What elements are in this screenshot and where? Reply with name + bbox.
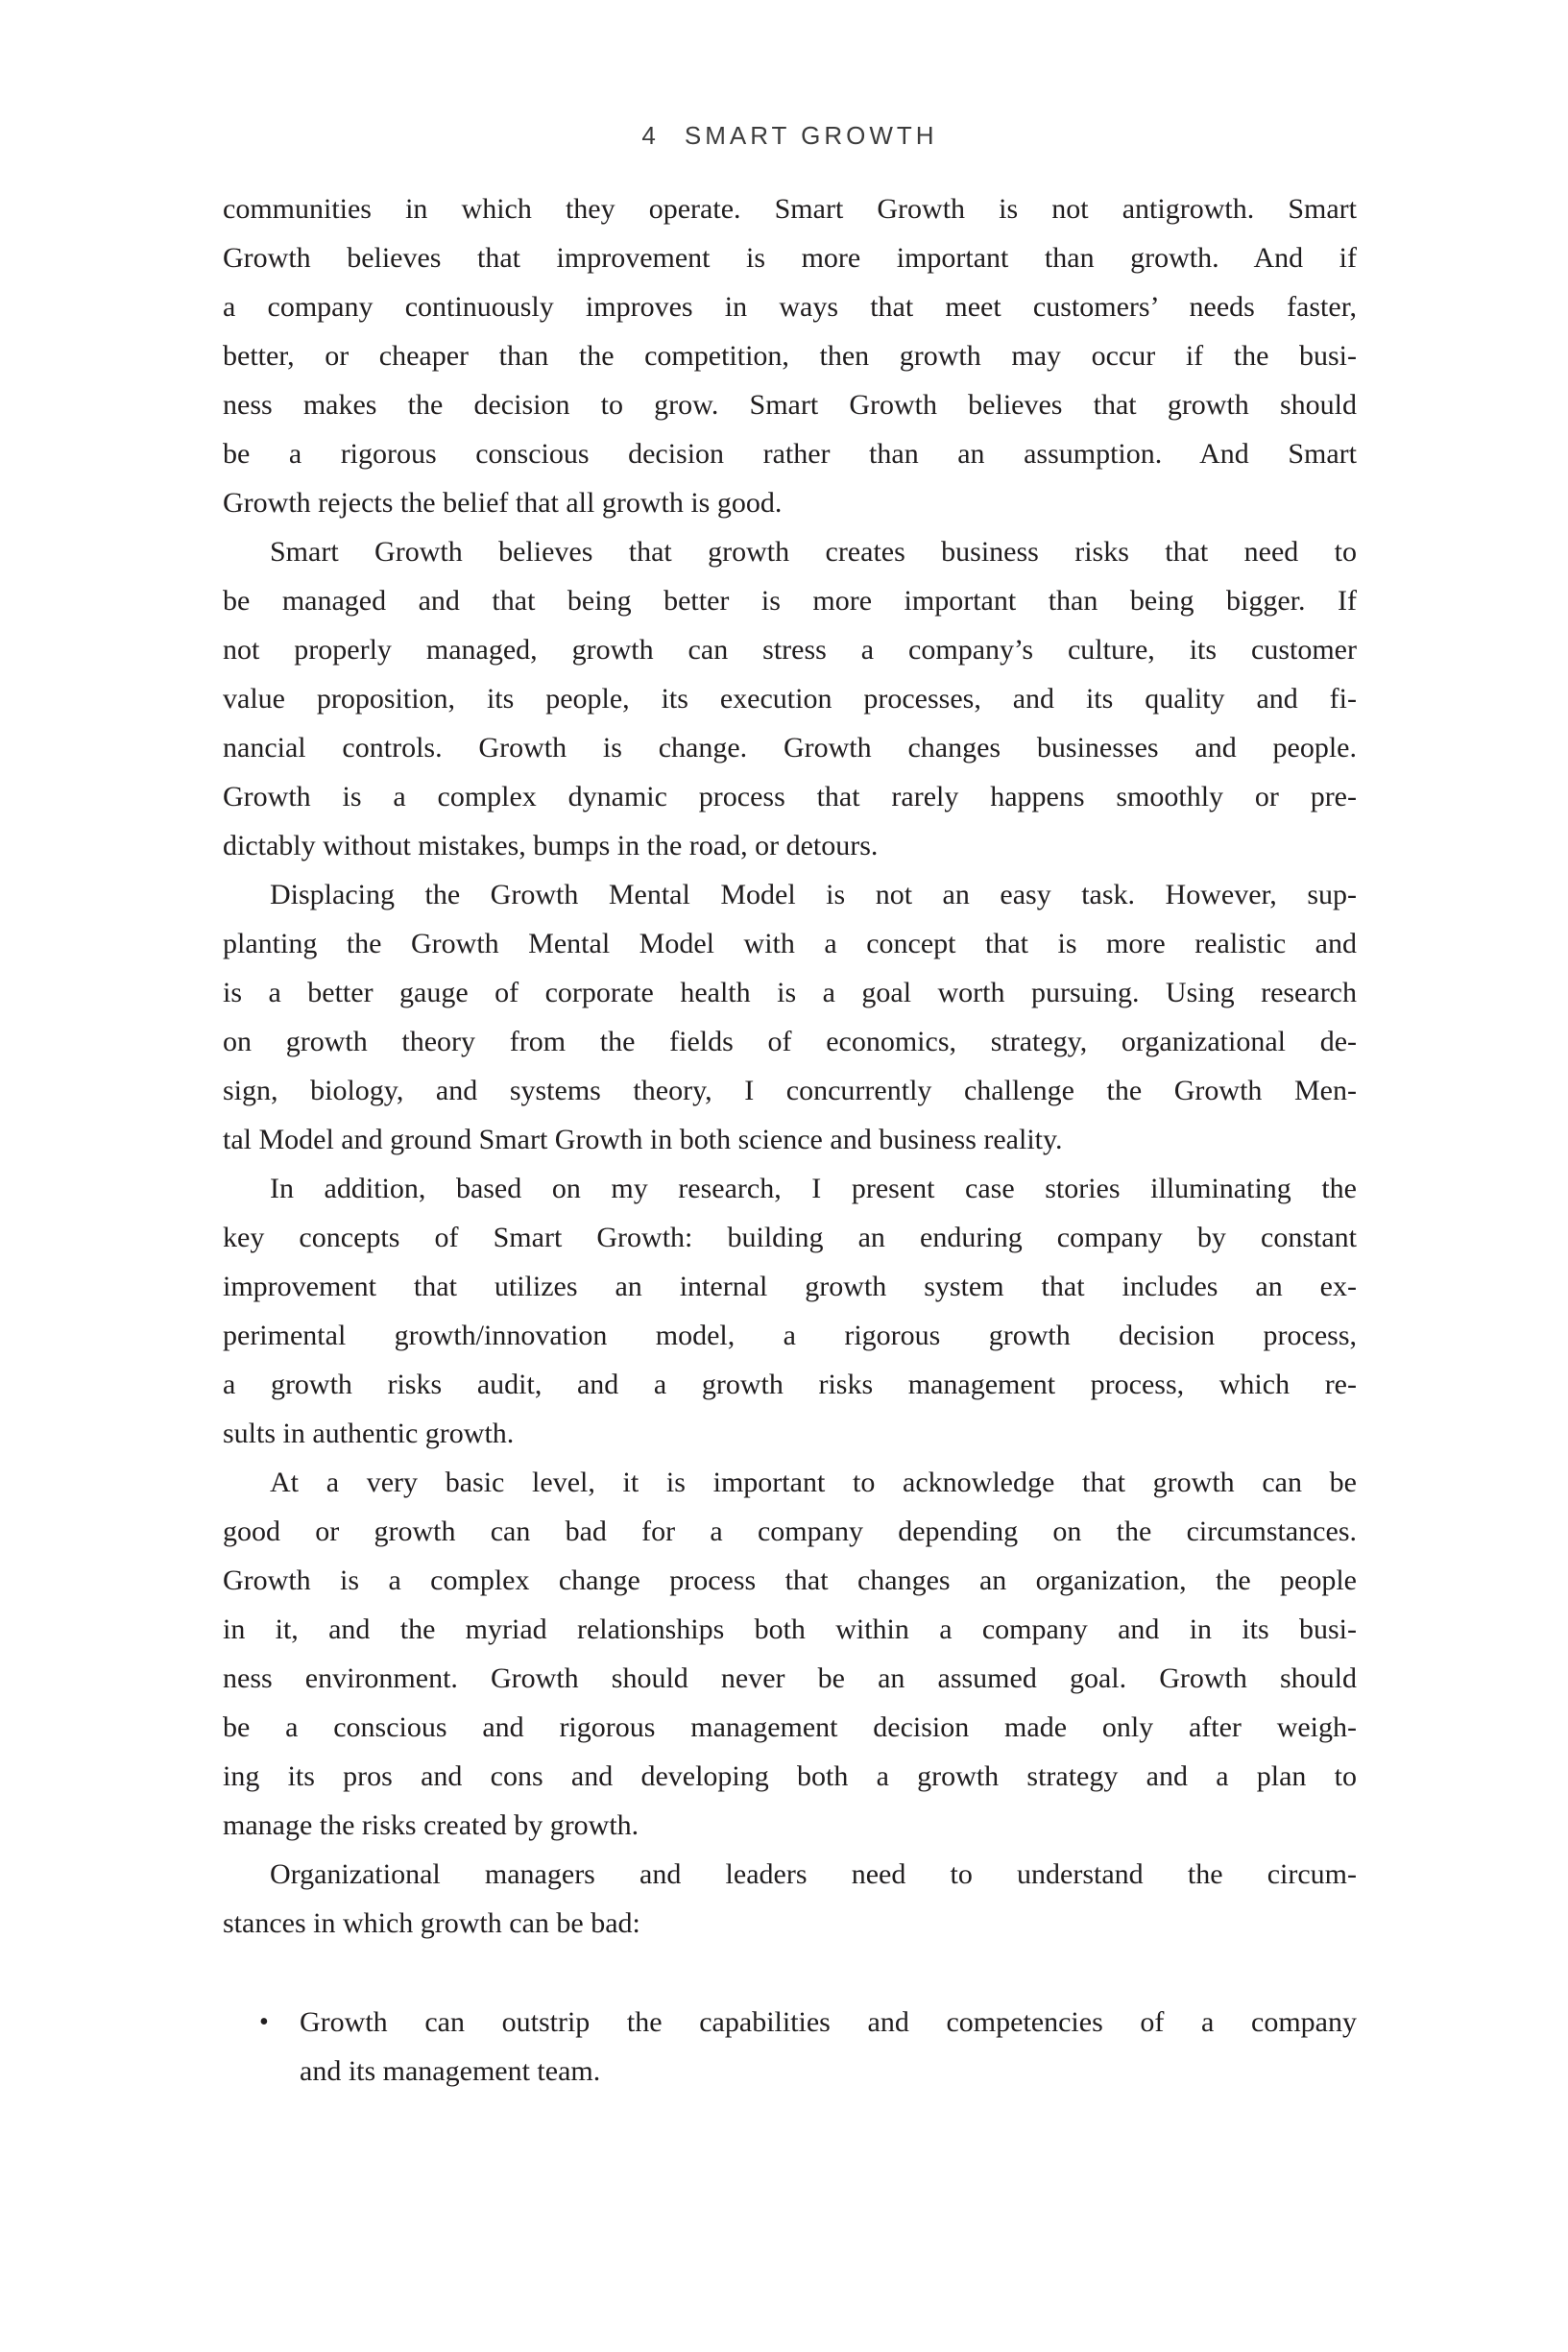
paragraph-line: not properly managed, growth can stress a company’s culture, its customer — [223, 634, 1357, 666]
paragraph-line: planting the Growth Mental Model with a concept that is more realistic and — [223, 928, 1357, 959]
bullet-line: and its management team. — [300, 2055, 601, 2087]
paragraph-line: Growth is a complex dynamic process that rarely happens smoothly or pre- — [223, 781, 1357, 812]
paragraph-line: tal Model and ground Smart Growth in both science and business reality. — [223, 1124, 1063, 1155]
paragraph-line: be a rigorous conscious decision rather than an assumption. And Smart — [223, 438, 1357, 470]
paragraph-line: a growth risks audit, and a growth risks management process, which re- — [223, 1369, 1357, 1400]
paragraph — [223, 1850, 1357, 1948]
bullet-line: Growth can outstrip the capabilities and competencies of a company — [300, 2006, 1357, 2038]
paragraph-line: ing its pros and cons and developing both a growth strategy and a plan to — [223, 1760, 1357, 1792]
paragraph-line: In addition, based on my research, I present case stories illuminating the — [270, 1173, 1357, 1204]
paragraph-line: Growth rejects the belief that all growth is good. — [223, 487, 783, 519]
paragraph-line: better, or cheaper than the competition, then growth may occur if the busi- — [223, 340, 1357, 372]
paragraph-line: in it, and the myriad relationships both within a company and in its busi- — [223, 1613, 1357, 1645]
paragraph — [223, 184, 1357, 527]
paragraph-line: improvement that utilizes an internal growth system that includes an ex- — [223, 1271, 1357, 1302]
page-number: 4 — [641, 121, 660, 150]
paragraph-line: manage the risks created by growth. — [223, 1809, 639, 1841]
paragraph-line: key concepts of Smart Growth: building an enduring company by constant — [223, 1222, 1357, 1253]
body-text — [223, 184, 1357, 2096]
running-head — [223, 121, 1357, 151]
paragraph-line: good or growth can bad for a company depending on the circumstances. — [223, 1515, 1357, 1547]
paragraph-line: ness makes the decision to grow. Smart Growth believes that growth should — [223, 389, 1357, 421]
paragraph-line: Displacing the Growth Mental Model is not an easy task. However, sup- — [270, 879, 1357, 910]
paragraph-line: Growth believes that improvement is more important than growth. And if — [223, 242, 1357, 274]
paragraph-line: is a better gauge of corporate health is a goal worth pursuing. Using research — [223, 977, 1357, 1008]
book-title: SMART GROWTH — [684, 121, 938, 150]
paragraph-line: value proposition, its people, its execution processes, and its quality and fi- — [223, 683, 1357, 715]
paragraph — [223, 1458, 1357, 1850]
paragraph-line: dictably without mistakes, bumps in the road, or detours. — [223, 830, 879, 861]
paragraph-line: stances in which growth can be bad: — [223, 1907, 640, 1939]
paragraph-line: sults in authentic growth. — [223, 1418, 515, 1449]
paragraph-line: be a conscious and rigorous management decision made only after weigh- — [223, 1711, 1357, 1743]
bullet-item — [223, 1998, 1357, 2096]
paragraph-line: Smart Growth believes that growth creates business risks that need to — [270, 536, 1357, 568]
paragraph-line: a company continuously improves in ways that meet customers’ needs faster, — [223, 291, 1357, 323]
bullet-list — [223, 1998, 1357, 2096]
paragraph-line: sign, biology, and systems theory, I concurrently challenge the Growth Men- — [223, 1075, 1357, 1106]
paragraph — [223, 870, 1357, 1164]
paragraph-line: on growth theory from the fields of economics, strategy, organizational de- — [223, 1026, 1357, 1057]
paragraph-line: ness environment. Growth should never be an assumed goal. Growth should — [223, 1662, 1357, 1694]
paragraph-line: nancial controls. Growth is change. Growth changes businesses and people. — [223, 732, 1357, 764]
paragraph-line: At a very basic level, it is important to acknowledge that growth can be — [270, 1467, 1357, 1498]
paragraph-line: perimental growth/innovation model, a rigorous growth decision process, — [223, 1320, 1357, 1351]
bullet-icon: • — [259, 2007, 269, 2037]
paragraph-line: Growth is a complex change process that changes an organization, the people — [223, 1564, 1357, 1596]
paragraph — [223, 1164, 1357, 1458]
paragraph-line: be managed and that being better is more important than being bigger. If — [223, 585, 1357, 617]
paragraph-line: communities in which they operate. Smart Growth is not antigrowth. Smart — [223, 193, 1357, 225]
paragraph-line: Organizational managers and leaders need to understand the circum- — [270, 1858, 1357, 1890]
paragraph — [223, 527, 1357, 870]
